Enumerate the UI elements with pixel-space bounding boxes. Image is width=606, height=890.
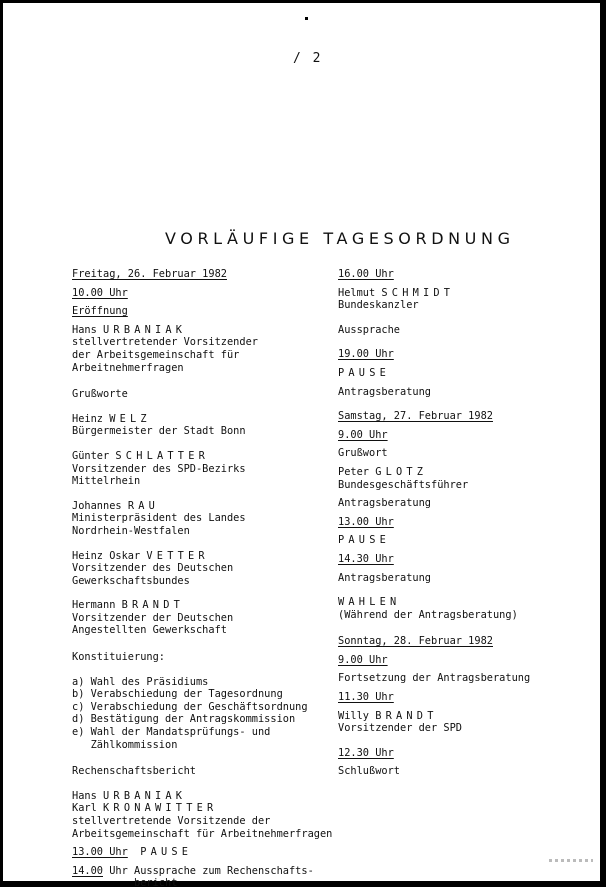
list-item: b) Verabschiedung der Tagesordnung: [72, 688, 283, 701]
item-eroeffnung: Eröffnung: [72, 305, 128, 318]
item-aussprache-rechenschaft: Uhr Aussprache zum Rechenschafts-: [103, 864, 314, 877]
speaker-last-name: URBANIAK: [103, 323, 187, 336]
speaker-first-name: Hermann: [72, 599, 116, 612]
item-rechenschaftsbericht: Rechenschaftsbericht: [72, 765, 196, 778]
pause-label: PAUSE: [338, 534, 390, 547]
punch-mark: [305, 17, 308, 20]
list-item: c) Verabschiedung der Geschäftsordnung: [72, 700, 308, 713]
speaker-role: Bürgermeister der Stadt Bonn: [72, 425, 246, 438]
speaker-role: Gewerkschaftsbundes: [72, 574, 190, 587]
speaker-last-name: SCHMIDT: [381, 286, 455, 299]
speaker-role: der Arbeitsgemeinschaft für: [72, 348, 240, 361]
item-antragsberatung: Antragsberatung: [338, 497, 431, 510]
item-grussworte: Grußworte: [72, 388, 128, 401]
speaker-first-name: Helmut: [338, 286, 376, 299]
item-antragsberatung: Antragsberatung: [338, 571, 431, 584]
speaker-schlatter: [72, 450, 334, 463]
list-item: a) Wahl des Präsidiums: [72, 675, 209, 688]
speaker-h-brandt: [72, 599, 334, 612]
speaker-last-name: BRANDT: [121, 599, 185, 612]
item-aussprache-rechenschaft-cont: bericht: [72, 877, 178, 890]
page-number: / 2: [293, 51, 323, 66]
speaker-role: Bundeskanzler: [338, 299, 419, 312]
scan-artifact: [549, 859, 593, 862]
page-title: VORLÄUFIGE TAGESORDNUNG: [165, 229, 515, 248]
speaker-last-name: VETTER: [146, 549, 209, 562]
item-konstituierung: Konstituierung:: [72, 651, 165, 664]
speaker-last-name: BRANDT: [375, 709, 438, 722]
time-0900-sun: 9.00 Uhr: [338, 653, 388, 666]
speaker-first-name: Willy: [338, 709, 369, 722]
speaker-role: Vorsitzender des SPD-Bezirks: [72, 462, 246, 475]
list-item: Zählkommission: [72, 738, 178, 751]
time-1430: 14.30 Uhr: [338, 552, 394, 565]
item-fortsetzung: Fortsetzung der Antragsberatung: [338, 672, 531, 685]
speaker-role: Ministerpräsident des Landes: [72, 512, 246, 525]
speaker-role: Vorsitzender der Deutschen: [72, 611, 234, 624]
speaker-first-name: Heinz Oskar: [72, 549, 141, 562]
list-item: d) Bestätigung der Antragskommission: [72, 713, 296, 726]
speaker-role: Angestellten Gewerkschaft: [72, 624, 227, 637]
item-wahlen: WAHLEN: [338, 596, 401, 609]
speaker-first-name: Günter: [72, 449, 110, 462]
speaker-first-name: Peter: [338, 465, 369, 478]
speaker-first-name: Heinz: [72, 412, 103, 425]
speaker-last-name: GLOTZ: [375, 465, 428, 478]
list-item: e) Wahl der Mandatsprüfungs- und: [72, 726, 271, 739]
time-1300-sat: 13.00 Uhr: [338, 515, 394, 528]
speaker-role: stellvertretende Vorsitzende der: [72, 815, 271, 827]
speaker-last-name: URBANIAK: [103, 789, 187, 802]
item-wahlen-note: (Während der Antragsberatung): [338, 608, 518, 621]
pause-label: PAUSE: [338, 366, 390, 379]
speaker-urbaniak-2: [72, 790, 334, 803]
speaker-welz: [72, 413, 334, 426]
speaker-role: Vorsitzender des Deutschen: [72, 562, 234, 575]
speaker-role: stellvertretender Vorsitzender: [72, 336, 258, 349]
time-1600: 16.00 Uhr: [338, 268, 394, 280]
time-1000: 10.00 Uhr: [72, 286, 128, 299]
speaker-first-name: Karl: [72, 802, 97, 815]
speaker-role: Vorsitzender der SPD: [338, 722, 462, 735]
speaker-w-brandt: [338, 710, 538, 723]
speaker-last-name: WELZ: [109, 412, 151, 425]
time-1300: 13.00 Uhr: [72, 846, 128, 859]
time-1300-pause: [72, 846, 334, 859]
speaker-last-name: RAU: [127, 499, 160, 512]
agenda-left-column: [72, 268, 334, 890]
speaker-urbaniak: [72, 324, 334, 337]
pause-label: PAUSE: [140, 846, 193, 859]
day-heading-friday: Freitag, 26. Februar 1982: [72, 268, 227, 280]
time-1400-item: [72, 865, 334, 878]
time-0900-sat: 9.00 Uhr: [338, 428, 388, 441]
speaker-first-name: Hans: [72, 789, 97, 802]
speaker-last-name: KRONAWITTER: [103, 802, 218, 815]
speaker-role: Mittelrhein: [72, 475, 141, 488]
speaker-first-name: Johannes: [72, 499, 122, 512]
speaker-glotz: [338, 466, 538, 479]
speaker-role: Nordrhein-Westfalen: [72, 524, 190, 537]
item-antragsberatung: Antragsberatung: [338, 385, 431, 398]
time-1900: 19.00 Uhr: [338, 348, 394, 361]
day-heading-sunday: Sonntag, 28. Februar 1982: [338, 635, 493, 648]
day-heading-saturday: Samstag, 27. Februar 1982: [338, 410, 493, 423]
speaker-role: Arbeitnehmerfragen: [72, 361, 184, 374]
item-schlusswort: Schlußwort: [338, 765, 400, 778]
time-1130: 11.30 Uhr: [338, 691, 394, 704]
speaker-last-name: SCHLATTER: [115, 449, 209, 462]
speaker-rau: [72, 500, 334, 513]
item-aussprache: Aussprache: [338, 323, 400, 336]
speaker-vetter: [72, 550, 334, 563]
speaker-kronawitter: [72, 802, 334, 815]
speaker-first-name: Hans: [72, 323, 97, 336]
speaker-schmidt: [338, 287, 538, 300]
time-1400: 14.00: [72, 864, 103, 877]
speaker-role: Bundesgeschäftsführer: [338, 478, 469, 491]
time-1230: 12.30 Uhr: [338, 746, 394, 759]
speaker-role: Arbeitsgemeinschaft für Arbeitnehmerfragen: [72, 827, 333, 840]
item-grusswort: Grußwort: [338, 447, 388, 460]
agenda-right-column: [338, 268, 538, 778]
